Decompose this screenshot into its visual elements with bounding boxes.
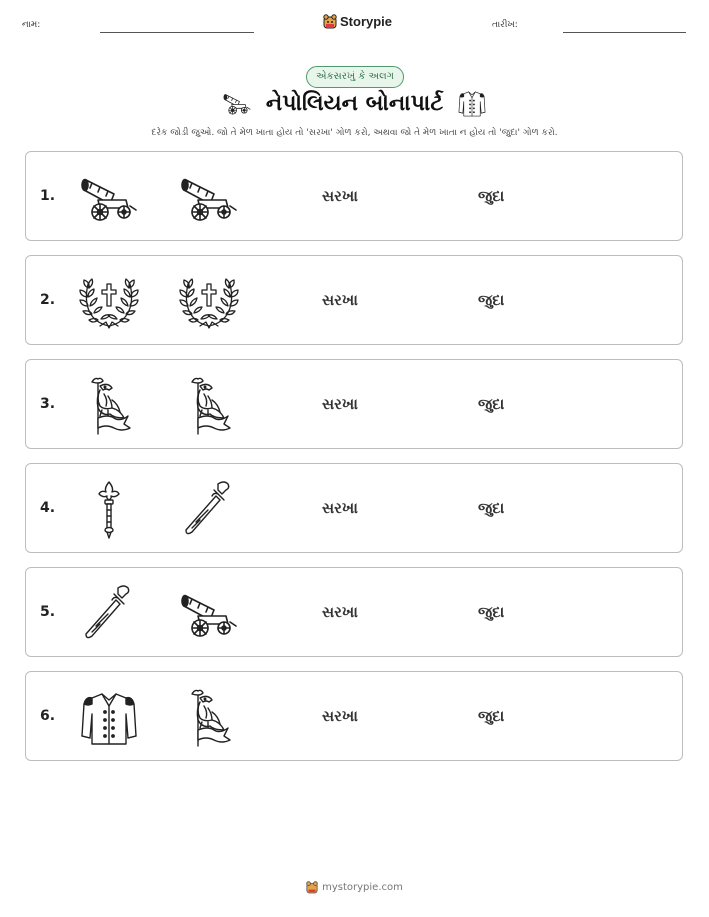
same-option[interactable]: સરખા (322, 707, 358, 725)
different-option[interactable]: જુદા (478, 395, 505, 413)
question-card (25, 671, 683, 761)
date-field-line[interactable] (563, 32, 686, 33)
different-option[interactable]: જુદા (478, 499, 505, 517)
question-card (25, 567, 683, 657)
different-option[interactable]: જુદા (478, 707, 505, 725)
worksheet-type-tag: એકસરખું કે અલગ (306, 66, 404, 88)
cannon-icon (222, 88, 252, 118)
question-number: 5. (40, 604, 56, 620)
storypie-mascot-icon (306, 880, 318, 894)
uniform-jacket-icon (457, 88, 487, 118)
title-row (0, 88, 709, 118)
question-card (25, 359, 683, 449)
laurel-wreath-icon (178, 270, 240, 332)
question-number: 3. (40, 396, 56, 412)
scepter-icon (78, 478, 140, 540)
name-label: નામ: (22, 20, 41, 30)
eagle-standard-icon (78, 374, 140, 436)
cannon-icon (178, 166, 240, 228)
same-option[interactable]: સરખા (322, 499, 358, 517)
uniform-jacket-icon (78, 686, 140, 748)
eagle-standard-icon (178, 686, 240, 748)
footer-url: mystorypie.com (322, 881, 403, 893)
same-option[interactable]: સરખા (322, 603, 358, 621)
question-card (25, 463, 683, 553)
same-option[interactable]: સરખા (322, 291, 358, 309)
same-option[interactable]: સરખા (322, 395, 358, 413)
cannon-icon (178, 582, 240, 644)
question-number: 6. (40, 708, 56, 724)
different-option[interactable]: જુદા (478, 603, 505, 621)
same-option[interactable]: સરખા (322, 187, 358, 205)
laurel-wreath-icon (78, 270, 140, 332)
question-number: 2. (40, 292, 56, 308)
different-option[interactable]: જુદા (478, 291, 505, 309)
name-field-line[interactable] (100, 32, 254, 33)
storypie-mascot-icon (323, 13, 337, 29)
question-number: 1. (40, 188, 56, 204)
saber-icon (78, 582, 140, 644)
different-option[interactable]: જુદા (478, 187, 505, 205)
question-number: 4. (40, 500, 56, 516)
instructions: દરેક જોડી જુઓ. જો તે મેળ ખાતા હોય તો 'સરખા' ગોળ કરો, અથવા જો તે મેળ ખાતા ન હોય તો 'જુદા' ગોળ કરો. (151, 128, 558, 138)
footer (0, 880, 709, 894)
saber-icon (178, 478, 240, 540)
question-card (25, 255, 683, 345)
page-title: નેપોલિયન બોનાપાર્ટ (265, 90, 444, 116)
cannon-icon (78, 166, 140, 228)
brand-logo (323, 13, 392, 29)
date-label: તારીખ: (492, 20, 518, 30)
eagle-standard-icon (178, 374, 240, 436)
question-card (25, 151, 683, 241)
brand-name: Storypie (340, 13, 393, 29)
